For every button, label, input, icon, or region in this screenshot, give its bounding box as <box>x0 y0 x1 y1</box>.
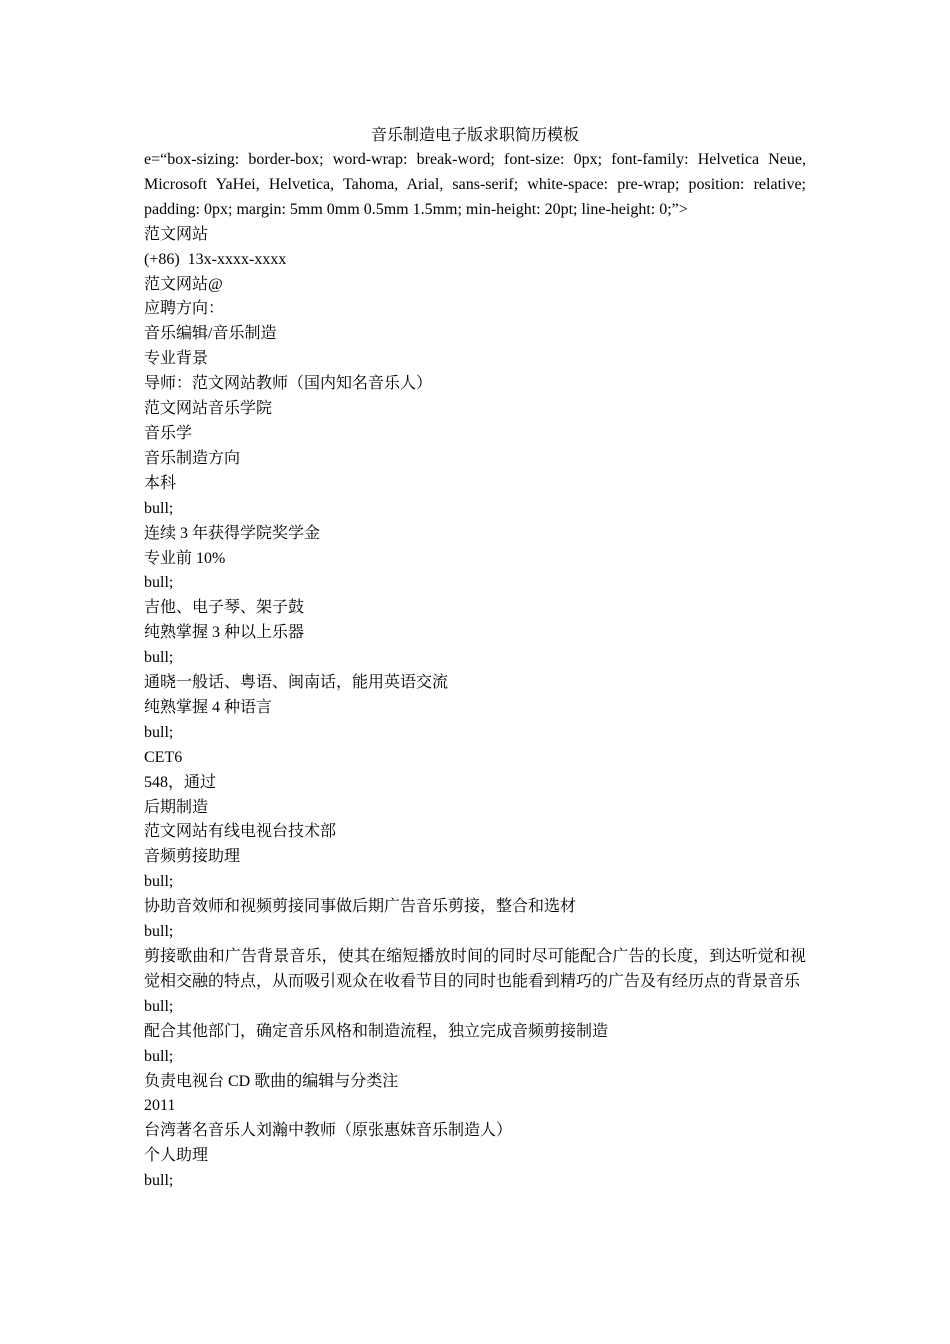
body-line: 专业前 10% <box>144 549 226 567</box>
body-line: bull; <box>144 1047 174 1065</box>
body-line: e=“box-sizing: border-box; word-wrap: break-word; font-size: 0px; font-family: Helvetica Neue, Microsoft YaHei, Helvetica, Tahoma, Arial, sans-serif; white-space: pre-wrap; position: relative; padding: 0px; margin: 5mm 0mm 0.5mm 1.5mm; min-height: 20pt; line-height: 0;”> <box>144 151 806 218</box>
body-line: 纯熟掌握 4 种语言 <box>144 698 273 716</box>
body-line: 协助音效师和视频剪接同事做后期广告音乐剪接，整合和选材 <box>144 898 577 916</box>
body-line: (+86) 13x-xxxx-xxxx <box>144 250 287 268</box>
body-line: 范文网站有线电视台技术部 <box>144 823 337 841</box>
body-line: 范文网站@ <box>144 275 223 293</box>
body-line: 吉他、电子琴、架子鼓 <box>144 599 305 617</box>
body-line: 台湾著名音乐人刘瀚中教师（原张惠妹音乐制造人） <box>144 1122 513 1140</box>
body-line: 本科 <box>144 474 177 492</box>
body-line: 范文网站 <box>144 225 209 243</box>
body-line: 配合其他部门，确定音乐风格和制造流程，独立完成音频剪接制造 <box>144 1022 609 1040</box>
body-line: 音乐编辑/音乐制造 <box>144 325 277 343</box>
body-line: 音频剪接助理 <box>144 848 241 866</box>
body-line: 连续 3 年获得学院奖学金 <box>144 524 321 542</box>
body-line: 专业背景 <box>144 350 209 368</box>
document-body <box>144 148 806 1194</box>
body-line: 纯熟掌握 3 种以上乐器 <box>144 624 305 642</box>
body-line: 音乐学 <box>144 424 193 442</box>
body-line: 负责电视台 CD 歌曲的编辑与分类注 <box>144 1072 399 1090</box>
body-line: bull; <box>144 649 174 667</box>
body-line: bull; <box>144 873 174 891</box>
body-line: bull; <box>144 574 174 592</box>
body-line: bull; <box>144 723 174 741</box>
body-line: 音乐制造方向 <box>144 449 241 467</box>
body-line: 548，通过 <box>144 773 217 791</box>
body-line: 范文网站音乐学院 <box>144 400 273 418</box>
document-title: 音乐制造电子版求职简历模板 <box>370 127 579 144</box>
body-line: 通晓一般话、粤语、闽南话，能用英语交流 <box>144 674 449 692</box>
body-line: bull; <box>144 499 174 517</box>
body-line: 剪接歌曲和广告背景音乐，使其在缩短播放时间的同时尽可能配合广告的长度，到达听觉和视觉相交融的特点，从而吸引观众在收看节目的同时也能看到精巧的广告及有经历点的背景音乐 <box>144 948 806 990</box>
body-line: bull; <box>144 1172 174 1190</box>
body-line: 导师：范文网站教师（国内知名音乐人） <box>144 375 433 393</box>
body-line: 应聘方向： <box>144 300 225 318</box>
body-line: 个人助理 <box>144 1147 209 1165</box>
body-line: bull; <box>144 997 174 1015</box>
body-line: CET6 <box>144 748 183 766</box>
body-line: 2011 <box>144 1097 176 1115</box>
body-line: bull; <box>144 923 174 941</box>
body-line: 后期制造 <box>144 798 209 816</box>
